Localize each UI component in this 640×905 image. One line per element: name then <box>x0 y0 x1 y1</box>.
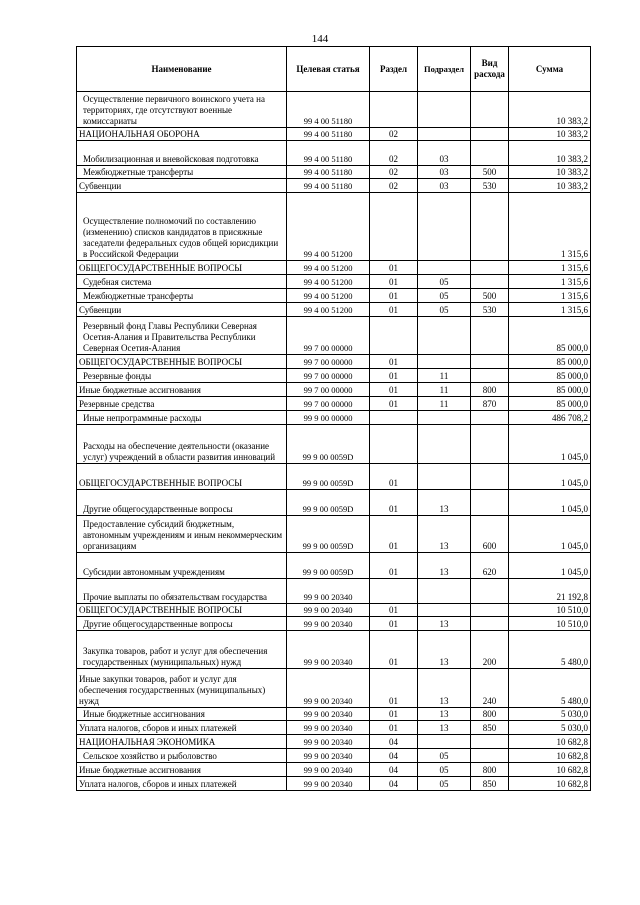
row-type-cell <box>471 317 509 355</box>
row-target-cell: 99 9 00 00000 <box>287 411 370 425</box>
row-target-cell: 99 4 00 51180 <box>287 141 370 166</box>
row-type-cell <box>471 261 509 275</box>
row-subsection-cell: 13 <box>418 669 471 708</box>
row-type-cell <box>471 128 509 141</box>
table-row <box>77 193 591 261</box>
row-type-cell <box>471 369 509 383</box>
row-section-cell: 01 <box>370 617 418 631</box>
budget-table <box>76 46 591 791</box>
row-target-cell: 99 4 00 51200 <box>287 261 370 275</box>
row-target-cell: 99 9 00 20340 <box>287 721 370 735</box>
row-target-cell: 99 9 00 0059D <box>287 553 370 579</box>
row-name-cell: Резервные средства <box>77 397 287 411</box>
row-target-cell: 99 7 00 00000 <box>287 317 370 355</box>
table-row <box>77 749 591 763</box>
row-sum-cell: 10 510,0 <box>509 604 591 617</box>
row-name-cell: Расходы на обеспечение деятельности (оказание услуг) учреждений в области развития инноваций <box>77 425 287 464</box>
row-section-cell <box>370 579 418 604</box>
row-target-cell: 99 9 00 20340 <box>287 669 370 708</box>
row-name-cell: Прочие выплаты по обязательствам государства <box>77 579 287 604</box>
row-section-cell: 01 <box>370 490 418 516</box>
row-subsection-cell: 05 <box>418 289 471 303</box>
table-row <box>77 553 591 579</box>
row-section-cell: 04 <box>370 777 418 791</box>
row-type-cell: 530 <box>471 179 509 193</box>
row-name-cell: НАЦИОНАЛЬНАЯ ЭКОНОМИКА <box>77 735 287 749</box>
row-subsection-cell <box>418 92 471 128</box>
row-name-cell: Осуществление полномочий по составлению (изменению) списков кандидатов в присяжные заседатели федеральных судов общей юрисдикции в Российской Федерации <box>77 193 287 261</box>
header-type: Вид расхода <box>471 47 509 92</box>
row-subsection-cell <box>418 128 471 141</box>
row-target-cell: 99 7 00 00000 <box>287 369 370 383</box>
row-type-cell <box>471 749 509 763</box>
row-sum-cell: 10 510,0 <box>509 617 591 631</box>
row-target-cell: 99 4 00 51180 <box>287 128 370 141</box>
row-type-cell: 500 <box>471 289 509 303</box>
row-name-cell: Предоставление субсидий бюджетным, автономным учреждениям и иным некоммерческим организациям <box>77 516 287 553</box>
row-name-cell: Мобилизационная и вневойсковая подготовка <box>77 141 287 166</box>
row-subsection-cell: 13 <box>418 490 471 516</box>
header-sum: Сумма <box>509 47 591 92</box>
row-target-cell: 99 7 00 00000 <box>287 383 370 397</box>
row-subsection-cell <box>418 193 471 261</box>
row-type-cell: 800 <box>471 763 509 777</box>
row-name-cell: Уплата налогов, сборов и иных платежей <box>77 777 287 791</box>
row-target-cell: 99 4 00 51200 <box>287 289 370 303</box>
row-type-cell <box>471 617 509 631</box>
row-subsection-cell <box>418 411 471 425</box>
table-row <box>77 425 591 464</box>
row-target-cell: 99 9 00 20340 <box>287 763 370 777</box>
row-name-cell: ОБЩЕГОСУДАРСТВЕННЫЕ ВОПРОСЫ <box>77 355 287 369</box>
row-target-cell: 99 4 00 51200 <box>287 193 370 261</box>
row-name-cell: Сельское хозяйство и рыболовство <box>77 749 287 763</box>
row-subsection-cell: 13 <box>418 516 471 553</box>
row-subsection-cell <box>418 735 471 749</box>
row-name-cell: Другие общегосударственные вопросы <box>77 617 287 631</box>
table-row <box>77 397 591 411</box>
row-type-cell: 620 <box>471 553 509 579</box>
row-section-cell: 01 <box>370 669 418 708</box>
row-target-cell: 99 4 00 51180 <box>287 92 370 128</box>
row-name-cell: Иные непрограммные расходы <box>77 411 287 425</box>
row-sum-cell: 1 315,6 <box>509 289 591 303</box>
row-name-cell: Уплата налогов, сборов и иных платежей <box>77 721 287 735</box>
row-section-cell: 01 <box>370 261 418 275</box>
table-row <box>77 708 591 721</box>
row-name-cell: Иные бюджетные ассигнования <box>77 383 287 397</box>
row-name-cell: Субвенции <box>77 303 287 317</box>
row-sum-cell: 1 315,6 <box>509 193 591 261</box>
row-type-cell <box>471 464 509 490</box>
row-type-cell: 240 <box>471 669 509 708</box>
row-target-cell: 99 9 00 0059D <box>287 464 370 490</box>
table-row <box>77 92 591 128</box>
row-section-cell <box>370 193 418 261</box>
row-type-cell <box>471 579 509 604</box>
row-subsection-cell <box>418 317 471 355</box>
row-target-cell: 99 7 00 00000 <box>287 355 370 369</box>
header-target: Целевая статья <box>287 47 370 92</box>
row-section-cell: 02 <box>370 166 418 179</box>
row-subsection-cell: 03 <box>418 179 471 193</box>
row-type-cell: 800 <box>471 708 509 721</box>
table-row <box>77 383 591 397</box>
row-sum-cell: 10 682,8 <box>509 777 591 791</box>
table-row <box>77 179 591 193</box>
row-target-cell: 99 9 00 0059D <box>287 516 370 553</box>
row-type-cell: 850 <box>471 721 509 735</box>
table-row <box>77 141 591 166</box>
table-row <box>77 579 591 604</box>
row-subsection-cell: 05 <box>418 275 471 289</box>
row-name-cell: Межбюджетные трансферты <box>77 166 287 179</box>
row-subsection-cell: 03 <box>418 166 471 179</box>
row-subsection-cell: 13 <box>418 617 471 631</box>
row-sum-cell: 5 030,0 <box>509 708 591 721</box>
row-name-cell: Иные закупки товаров, работ и услуг для обеспечения государственных (муниципальных) нужд <box>77 669 287 708</box>
row-section-cell: 01 <box>370 721 418 735</box>
row-section-cell: 01 <box>370 275 418 289</box>
row-sum-cell: 1 045,0 <box>509 516 591 553</box>
row-name-cell: Резервные фонды <box>77 369 287 383</box>
row-sum-cell: 85 000,0 <box>509 383 591 397</box>
row-section-cell <box>370 425 418 464</box>
table-row <box>77 631 591 669</box>
row-sum-cell: 10 383,2 <box>509 92 591 128</box>
row-sum-cell: 10 383,2 <box>509 128 591 141</box>
row-subsection-cell: 05 <box>418 777 471 791</box>
row-target-cell: 99 9 00 20340 <box>287 604 370 617</box>
row-subsection-cell <box>418 464 471 490</box>
row-name-cell: Иные бюджетные ассигнования <box>77 708 287 721</box>
row-name-cell: Закупка товаров, работ и услуг для обеспечения государственных (муниципальных) нужд <box>77 631 287 669</box>
row-sum-cell: 21 192,8 <box>509 579 591 604</box>
table-row <box>77 369 591 383</box>
row-sum-cell: 1 045,0 <box>509 464 591 490</box>
row-type-cell: 530 <box>471 303 509 317</box>
row-target-cell: 99 9 00 20340 <box>287 631 370 669</box>
table-row <box>77 303 591 317</box>
row-sum-cell: 85 000,0 <box>509 355 591 369</box>
page-number: 144 <box>311 33 329 45</box>
row-type-cell: 600 <box>471 516 509 553</box>
row-name-cell: Судебная система <box>77 275 287 289</box>
row-type-cell <box>471 141 509 166</box>
row-name-cell: Межбюджетные трансферты <box>77 289 287 303</box>
table-row <box>77 411 591 425</box>
row-name-cell: ОБЩЕГОСУДАРСТВЕННЫЕ ВОПРОСЫ <box>77 604 287 617</box>
row-target-cell: 99 9 00 20340 <box>287 749 370 763</box>
row-subsection-cell: 11 <box>418 383 471 397</box>
row-section-cell: 01 <box>370 553 418 579</box>
row-subsection-cell: 13 <box>418 553 471 579</box>
row-sum-cell: 1 315,6 <box>509 275 591 289</box>
row-sum-cell: 1 045,0 <box>509 553 591 579</box>
row-section-cell: 01 <box>370 708 418 721</box>
table-row <box>77 275 591 289</box>
row-section-cell <box>370 92 418 128</box>
row-subsection-cell: 03 <box>418 141 471 166</box>
row-subsection-cell: 05 <box>418 749 471 763</box>
row-sum-cell: 10 383,2 <box>509 179 591 193</box>
row-target-cell: 99 9 00 20340 <box>287 579 370 604</box>
row-sum-cell: 10 682,8 <box>509 735 591 749</box>
table-row <box>77 261 591 275</box>
row-subsection-cell <box>418 261 471 275</box>
row-section-cell: 01 <box>370 397 418 411</box>
row-section-cell: 02 <box>370 179 418 193</box>
table-row <box>77 355 591 369</box>
row-type-cell <box>471 735 509 749</box>
table-row <box>77 617 591 631</box>
row-subsection-cell <box>418 604 471 617</box>
row-section-cell <box>370 317 418 355</box>
row-type-cell: 500 <box>471 166 509 179</box>
row-section-cell: 02 <box>370 141 418 166</box>
row-section-cell: 04 <box>370 749 418 763</box>
row-type-cell: 870 <box>471 397 509 411</box>
row-subsection-cell <box>418 579 471 604</box>
row-section-cell: 02 <box>370 128 418 141</box>
table-row <box>77 669 591 708</box>
row-target-cell: 99 9 00 20340 <box>287 735 370 749</box>
row-name-cell: ОБЩЕГОСУДАРСТВЕННЫЕ ВОПРОСЫ <box>77 464 287 490</box>
table-row <box>77 166 591 179</box>
row-type-cell <box>471 193 509 261</box>
header-subsection: Подраздел <box>418 47 471 92</box>
row-target-cell: 99 9 00 0059D <box>287 490 370 516</box>
row-section-cell: 01 <box>370 355 418 369</box>
row-sum-cell: 10 383,2 <box>509 141 591 166</box>
table-row <box>77 464 591 490</box>
row-subsection-cell: 11 <box>418 397 471 411</box>
row-sum-cell: 5 030,0 <box>509 721 591 735</box>
row-sum-cell: 1 045,0 <box>509 490 591 516</box>
row-target-cell: 99 9 00 0059D <box>287 425 370 464</box>
table-row <box>77 516 591 553</box>
row-name-cell: НАЦИОНАЛЬНАЯ ОБОРОНА <box>77 128 287 141</box>
table-row <box>77 763 591 777</box>
row-subsection-cell <box>418 425 471 464</box>
row-section-cell <box>370 411 418 425</box>
row-type-cell: 200 <box>471 631 509 669</box>
row-name-cell: Другие общегосударственные вопросы <box>77 490 287 516</box>
row-name-cell: Субвенции <box>77 179 287 193</box>
row-sum-cell: 5 480,0 <box>509 669 591 708</box>
row-type-cell <box>471 425 509 464</box>
row-target-cell: 99 9 00 20340 <box>287 777 370 791</box>
row-section-cell: 01 <box>370 383 418 397</box>
row-sum-cell: 10 682,8 <box>509 763 591 777</box>
row-sum-cell: 85 000,0 <box>509 317 591 355</box>
row-section-cell: 01 <box>370 516 418 553</box>
row-type-cell: 800 <box>471 383 509 397</box>
row-target-cell: 99 4 00 51180 <box>287 179 370 193</box>
row-subsection-cell: 05 <box>418 303 471 317</box>
table-row <box>77 604 591 617</box>
table-row <box>77 490 591 516</box>
row-type-cell <box>471 411 509 425</box>
header-section: Раздел <box>370 47 418 92</box>
row-sum-cell: 1 315,6 <box>509 303 591 317</box>
row-section-cell: 04 <box>370 763 418 777</box>
row-name-cell: ОБЩЕГОСУДАРСТВЕННЫЕ ВОПРОСЫ <box>77 261 287 275</box>
row-sum-cell: 1 315,6 <box>509 261 591 275</box>
row-section-cell: 01 <box>370 631 418 669</box>
row-type-cell <box>471 92 509 128</box>
row-target-cell: 99 4 00 51180 <box>287 166 370 179</box>
row-type-cell: 850 <box>471 777 509 791</box>
row-subsection-cell <box>418 355 471 369</box>
row-subsection-cell: 11 <box>418 369 471 383</box>
table-row <box>77 735 591 749</box>
table-row <box>77 777 591 791</box>
row-target-cell: 99 7 00 00000 <box>287 397 370 411</box>
row-subsection-cell: 05 <box>418 763 471 777</box>
row-target-cell: 99 9 00 20340 <box>287 617 370 631</box>
row-target-cell: 99 4 00 51200 <box>287 275 370 289</box>
table-header-row <box>77 47 591 92</box>
row-subsection-cell: 13 <box>418 631 471 669</box>
row-section-cell: 01 <box>370 464 418 490</box>
row-section-cell: 01 <box>370 604 418 617</box>
row-section-cell: 01 <box>370 369 418 383</box>
row-name-cell: Иные бюджетные ассигнования <box>77 763 287 777</box>
row-section-cell: 01 <box>370 289 418 303</box>
table-row <box>77 721 591 735</box>
row-type-cell <box>471 275 509 289</box>
table-row <box>77 289 591 303</box>
row-sum-cell: 10 682,8 <box>509 749 591 763</box>
row-type-cell <box>471 604 509 617</box>
row-name-cell: Субсидии автономным учреждениям <box>77 553 287 579</box>
table-row <box>77 317 591 355</box>
row-section-cell: 01 <box>370 303 418 317</box>
row-sum-cell: 1 045,0 <box>509 425 591 464</box>
row-target-cell: 99 4 00 51200 <box>287 303 370 317</box>
row-type-cell <box>471 490 509 516</box>
row-target-cell: 99 9 00 20340 <box>287 708 370 721</box>
row-subsection-cell: 13 <box>418 721 471 735</box>
row-sum-cell: 85 000,0 <box>509 369 591 383</box>
table-row <box>77 128 591 141</box>
row-section-cell: 04 <box>370 735 418 749</box>
row-name-cell: Резервный фонд Главы Республики Северная Осетия-Алания и Правительства Республики Северная Осетия-Алания <box>77 317 287 355</box>
row-name-cell: Осуществление первичного воинского учета на территориях, где отсутствуют военные комиссариаты <box>77 92 287 128</box>
row-sum-cell: 5 480,0 <box>509 631 591 669</box>
row-sum-cell: 10 383,2 <box>509 166 591 179</box>
row-type-cell <box>471 355 509 369</box>
row-sum-cell: 85 000,0 <box>509 397 591 411</box>
header-name: Наименование <box>77 47 287 92</box>
row-sum-cell: 486 708,2 <box>509 411 591 425</box>
row-subsection-cell: 13 <box>418 708 471 721</box>
